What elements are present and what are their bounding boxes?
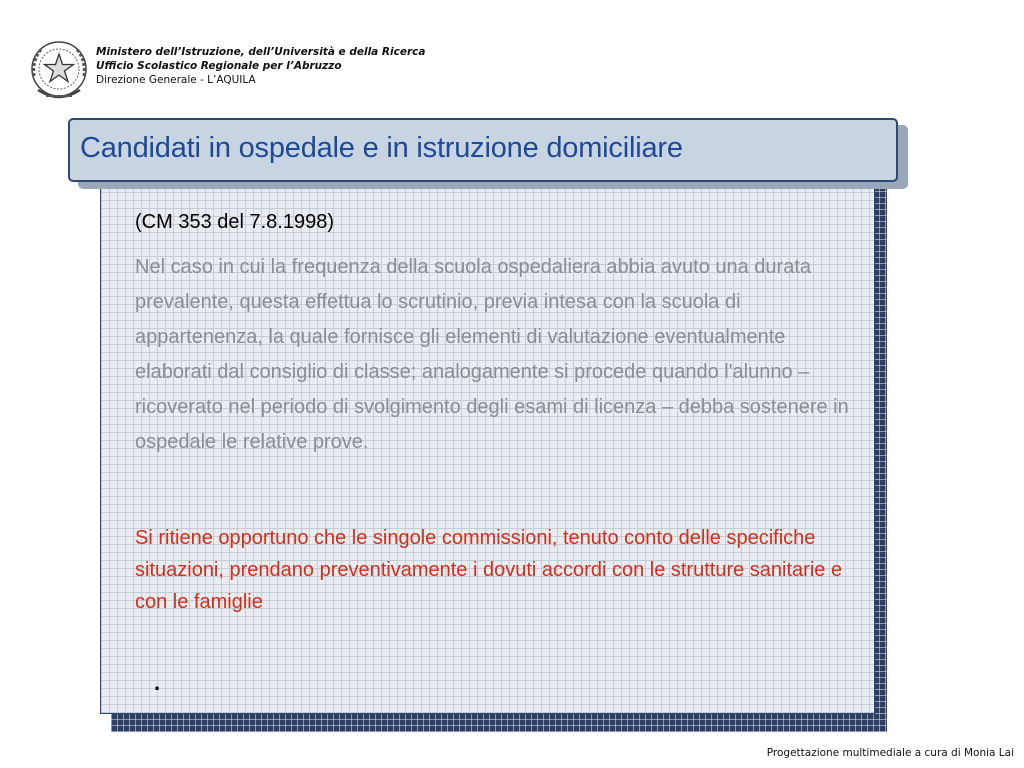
highlighted-note: Si ritiene opportuno che le singole commissioni, tenuto conto delle specifiche situazioni, prendano preventivamente i dovuti accordi con le strutture sanitarie e con le famiglie xyxy=(135,527,843,613)
body-paragraph: Nel caso in cui la frequenza della scuola ospedaliera abbia avuto una durata prevalente, questa effettua lo scrutinio, previa intesa con la scuola di appartenenza, la quale fornisce gli elementi di valutazione eventualmente elaborati dal consiglio di classe; analogamente si procede quando l'alunno – ricoverato nel periodo di svolgimento degli esami di licenza – debba sostenere in ospedale le relative prove. xyxy=(135,256,849,453)
ministry-line-2: Ufficio Scolastico Regionale per l’Abruzzo xyxy=(96,60,342,72)
ministry-line-3: Direzione Generale - L’AQUILA xyxy=(96,74,256,86)
trailing-dot: . xyxy=(154,670,161,695)
circular-reference: (CM 353 del 7.8.1998) xyxy=(135,211,335,233)
slide-title: Candidati in ospedale e in istruzione domiciliare xyxy=(80,132,683,164)
ministry-line-1: Ministero dell’Istruzione, dell’Università e della Ricerca xyxy=(96,46,426,58)
footer-credit: Progettazione multimediale a cura di Monia Lai xyxy=(766,747,1014,759)
ministry-header xyxy=(96,45,425,87)
italian-republic-emblem-icon xyxy=(28,38,90,104)
